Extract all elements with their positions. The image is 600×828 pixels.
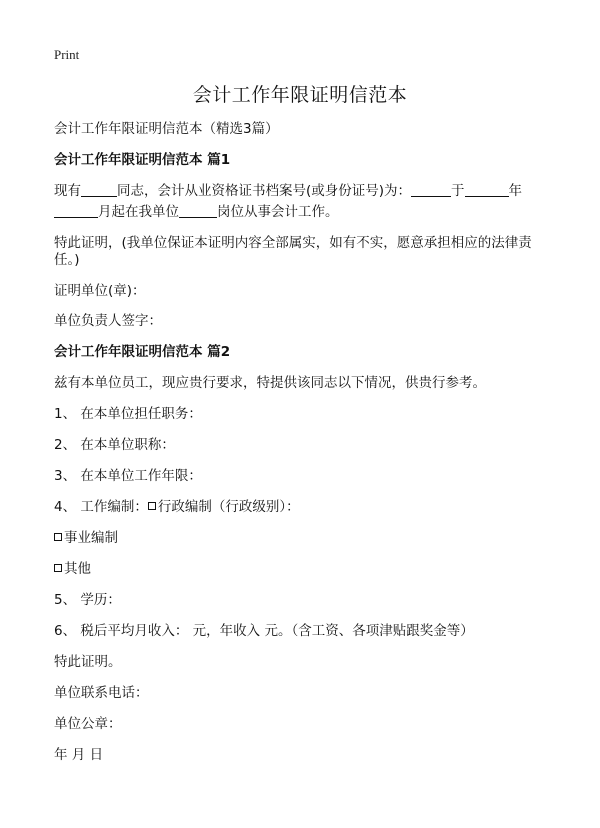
blank-field-id: [411, 182, 451, 197]
print-label: Print: [54, 47, 80, 62]
option-line-other: [54, 559, 91, 579]
text-fragment: 现有: [54, 183, 81, 199]
blank-field-position: [179, 203, 217, 218]
list-item-3: 3、 在本单位工作年限：: [54, 468, 202, 484]
item4-label: 4、 工作编制：: [54, 499, 148, 515]
document-title: 会计工作年限证明信范本: [192, 84, 408, 106]
option-institution: 事业编制: [64, 530, 118, 546]
blank-field-year: [465, 182, 509, 197]
date-line: 年 月 日: [54, 747, 104, 763]
list-item-4: [54, 497, 300, 517]
unit-official-seal: 单位公章：: [54, 716, 122, 732]
text-fragment: 岗位从事会计工作。: [217, 204, 339, 220]
unit-contact-phone: 单位联系电话：: [54, 685, 149, 701]
section-heading-1: 会计工作年限证明信范本 篇1: [54, 152, 231, 168]
certification-statement: 特此证明。: [54, 654, 122, 670]
blank-field-month: [54, 203, 98, 218]
unit-head-signature: 单位负责人签字：: [54, 313, 162, 329]
list-item-6: 6、 税后平均月收入： 元，年收入 元。（含工资、各项津贴跟奖金等）: [54, 623, 474, 639]
blank-field-name: [81, 182, 117, 197]
part1-line1: [54, 181, 522, 201]
part1-statement-line1: 特此证明，(我单位保证本证明内容全部属实，如有不实，愿意承担相应的法律责: [54, 235, 532, 251]
checkbox-icon: [148, 502, 156, 510]
part1-statement-line2: 任。): [54, 252, 80, 268]
certifying-unit: 证明单位(章)：: [54, 283, 146, 299]
text-fragment: 同志，会计从业资格证书档案号(或身份证号)为：: [117, 183, 412, 199]
option-line-institution: [54, 528, 118, 548]
checkbox-icon: [54, 533, 62, 541]
text-fragment: 年: [508, 183, 523, 199]
list-item-2: 2、 在本单位职称：: [54, 437, 175, 453]
section-heading-2: 会计工作年限证明信范本 篇2: [54, 344, 231, 360]
text-fragment: 于: [451, 183, 465, 199]
list-item-1: 1、 在本单位担任职务：: [54, 406, 202, 422]
document-subtitle: 会计工作年限证明信范本（精选3篇）: [54, 121, 279, 137]
part2-intro: 兹有本单位员工，现应贵行要求，特提供该同志以下情况，供贵行参考。: [54, 375, 486, 391]
option-other: 其他: [64, 561, 91, 577]
list-item-5: 5、 学历：: [54, 592, 121, 608]
text-fragment: 月起在我单位: [98, 204, 179, 220]
option-administrative: 行政编制（行政级别）：: [157, 499, 300, 515]
part1-line2: [54, 202, 339, 222]
checkbox-icon: [54, 564, 62, 572]
